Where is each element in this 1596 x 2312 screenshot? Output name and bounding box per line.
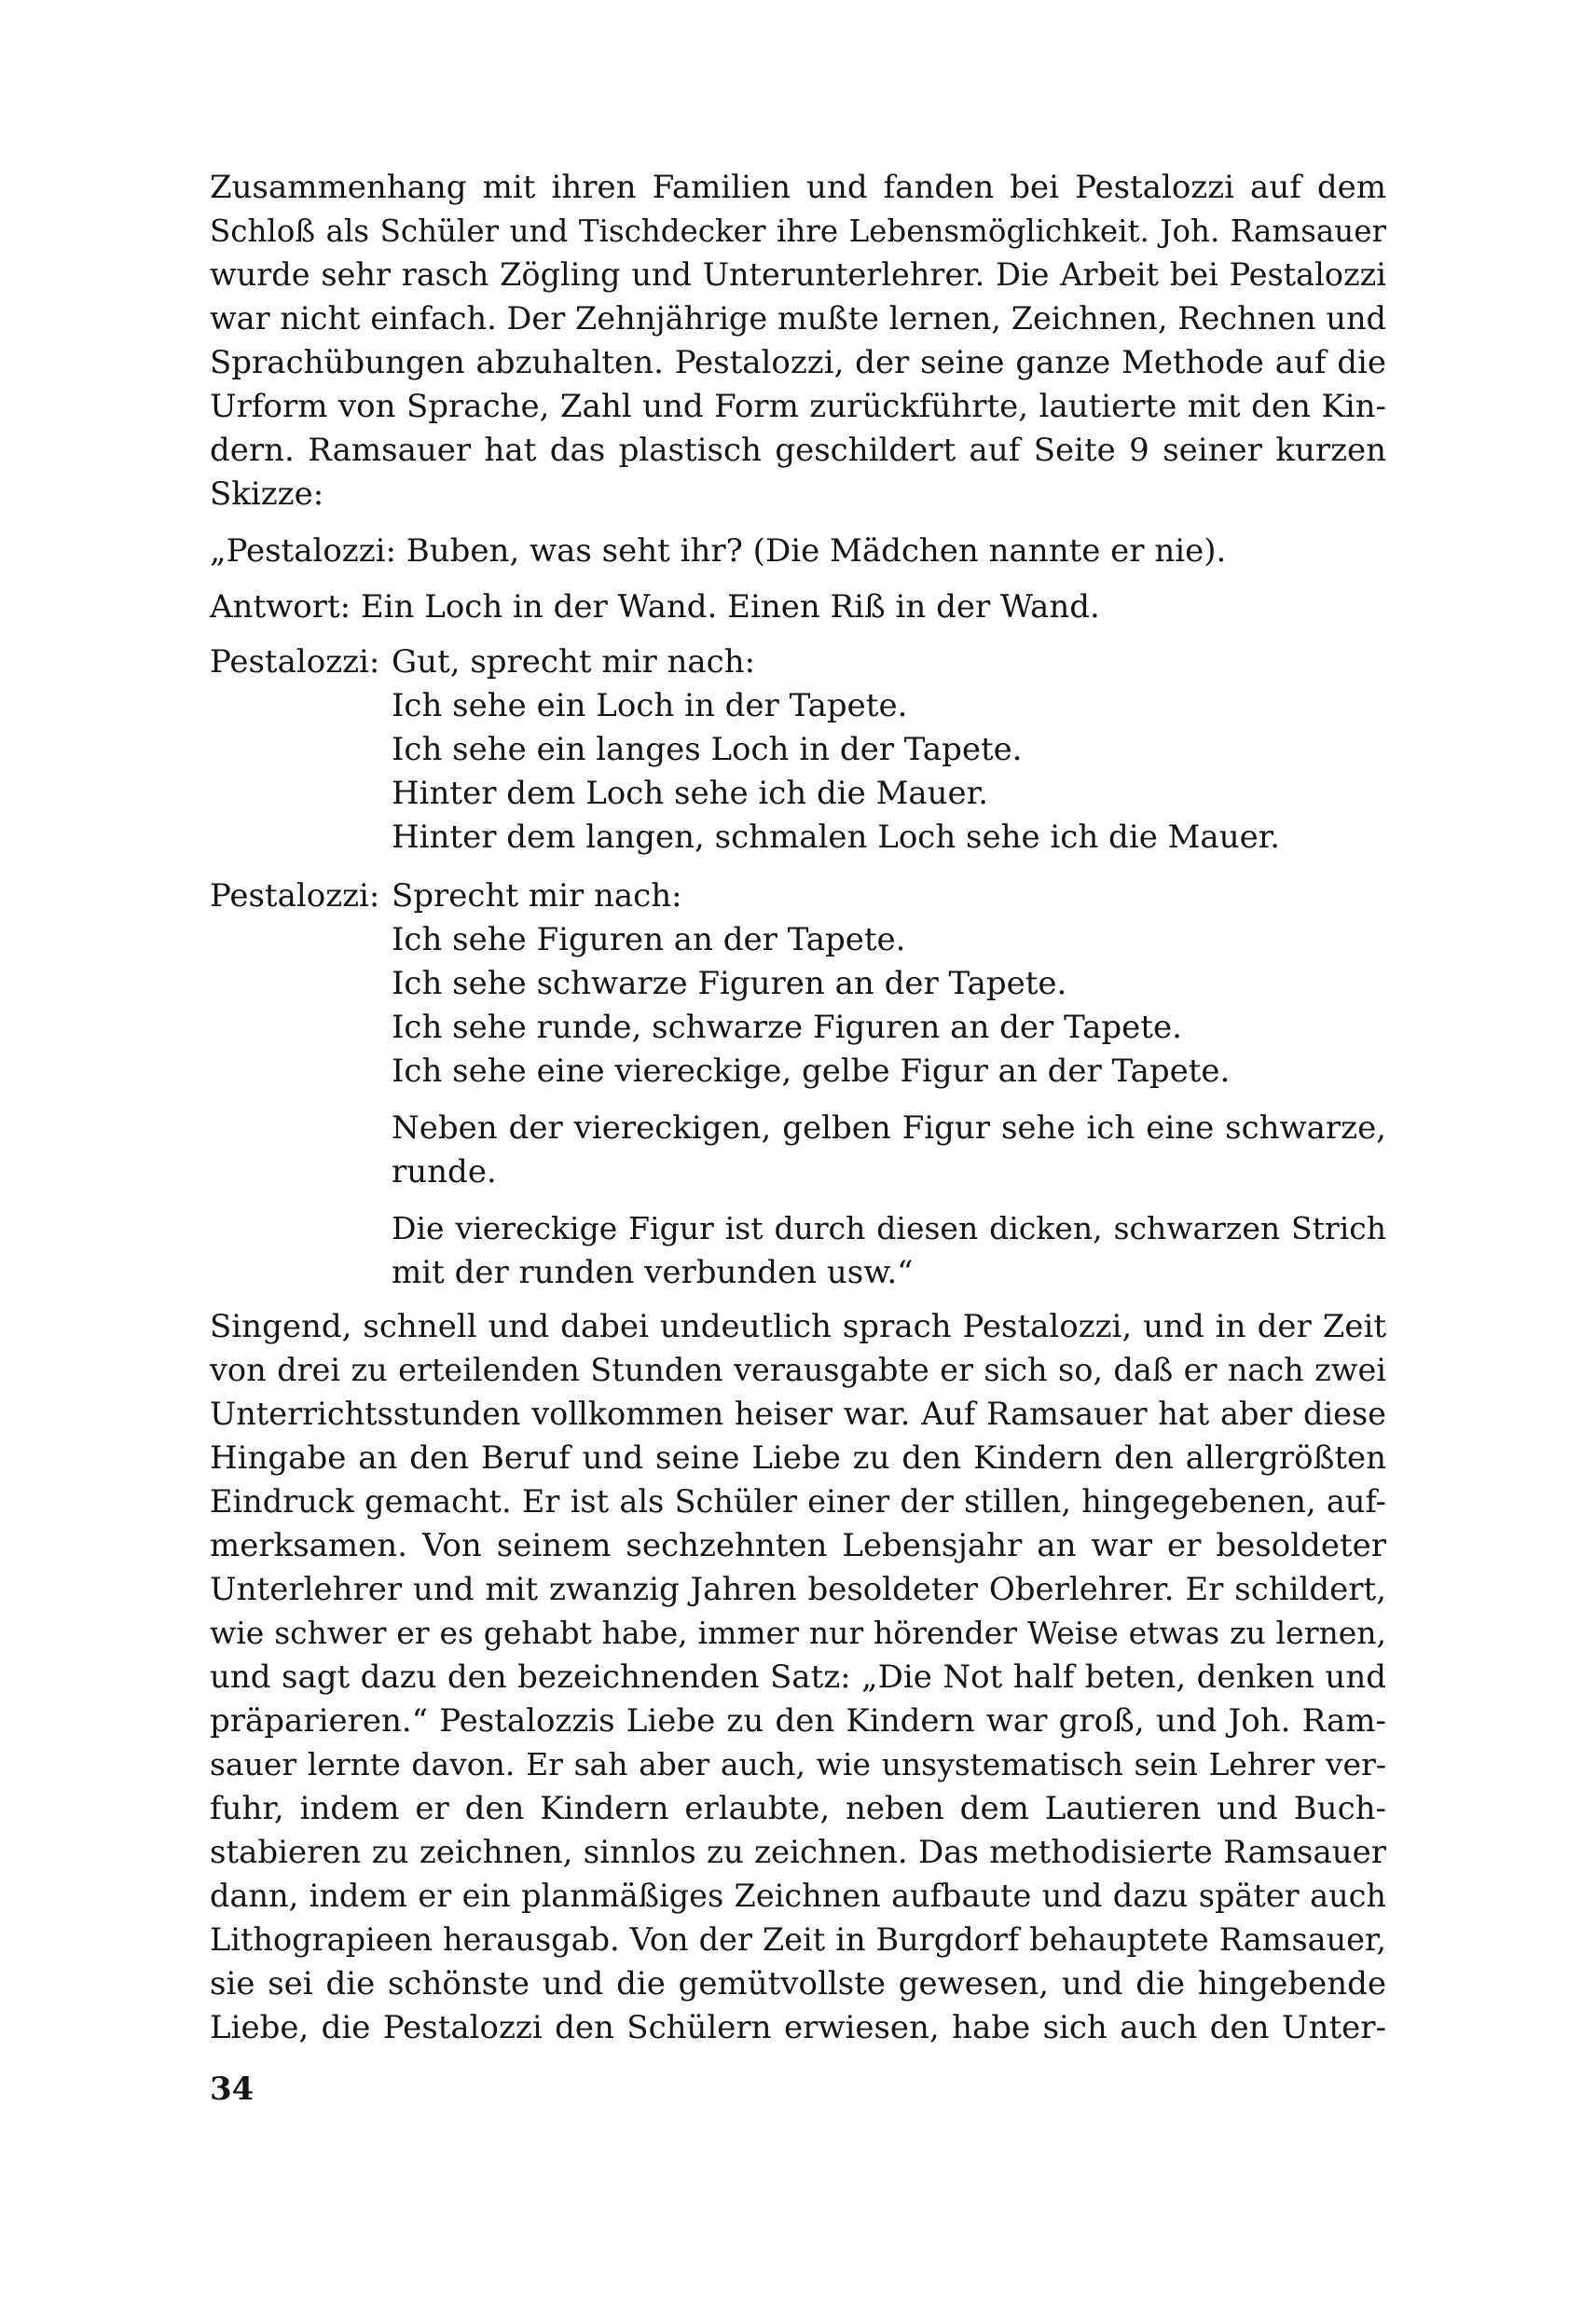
answer-line: Antwort: Ein Loch in der Wand. Einen Riß in der Wand. (210, 588, 1100, 626)
text-line: war nicht einfach. Der Zehnjährige mußte lernen, Zeichnen, Rechnen und (210, 300, 1386, 337)
text-line: Skizze: (210, 475, 324, 513)
text-line: Sprachübungen abzuhalten. Pestalozzi, der seine ganze Methode auf die (210, 344, 1386, 381)
text-line: dern. Ramsauer hat das plastisch geschildert auf Seite 9 seiner kurzen (210, 432, 1386, 469)
text-line: wurde sehr rasch Zögling und Unterunterlehrer. Die Arbeit bei Pestalozzi (210, 256, 1386, 293)
text-line: Unterrichtsstunden vollkommen heiser war. Auf Ramsauer hat aber diese (210, 1396, 1386, 1432)
text-line: Zusammenhang mit ihren Familien und fanden bei Pestalozzi auf dem (210, 169, 1386, 206)
dialogue-line: Ich sehe runde, schwarze Figuren an der Tapete. (392, 1009, 1182, 1046)
dialogue-line: Gut, sprecht mir nach: (392, 643, 756, 681)
speaker-label: Pestalozzi: (210, 643, 380, 681)
dialogue-line: Ich sehe schwarze Figuren an der Tapete. (392, 965, 1067, 1002)
text-line: stabieren zu zeichnen, sinnlos zu zeichnen. Das methodisierte Ramsauer (210, 1834, 1386, 1871)
dialogue-line: Hinter dem Loch sehe ich die Mauer. (392, 775, 989, 812)
text-line: Liebe, die Pestalozzi den Schülern erwiesen, habe sich auch den Unter- (210, 2009, 1386, 2046)
text-line: Singend, schnell und dabei undeutlich sprach Pestalozzi, und in der Zeit (210, 1308, 1386, 1345)
text-line: sauer lernte davon. Er sah aber auch, wie unsystematisch sein Lehrer ver- (210, 1746, 1386, 1782)
dialogue-line: Ich sehe Figuren an der Tapete. (392, 921, 906, 958)
text-line: von drei zu erteilenden Stunden verausgabte er sich so, daß er nach zwei (210, 1352, 1386, 1388)
dialogue-line: Ich sehe eine viereckige, gelbe Figur an der Tapete. (392, 1053, 1231, 1090)
text-line: Eindruck gemacht. Er ist als Schüler einer der stillen, hingegebenen, auf- (210, 1483, 1386, 1520)
text-line: Lithograpieen herausgab. Von der Zeit in Burgdorf behauptete Ramsauer, (210, 1921, 1386, 1958)
dialogue-line: Hinter dem langen, schmalen Loch sehe ich die Mauer. (392, 819, 1281, 856)
dialogue-line: Ich sehe ein Loch in der Tapete. (392, 687, 908, 724)
text-line: präparieren.“ Pestalozzis Liebe zu den Kindern war groß, und Joh. Ram- (210, 1702, 1386, 1740)
dialogue-line: Ich sehe ein langes Loch in der Tapete. (392, 731, 1023, 768)
text-line: dann, indem er ein planmäßiges Zeichnen aufbaute und dazu später auch (210, 1878, 1386, 1914)
text-line: Hingabe an den Beruf und seine Liebe zu den Kindern den allergrößten (210, 1439, 1386, 1477)
text-line: merksamen. Von seinem sechzehnten Lebensjahr an war er besoldeter (210, 1527, 1386, 1564)
quote-intro: „Pestalozzi: Buben, was seht ihr? (Die Mädchen nannte er nie). (210, 532, 1227, 570)
dialogue-line: runde. (392, 1153, 497, 1190)
text-line: sie sei die schönste und die gemütvollste gewesen, und die hingebende (210, 1965, 1386, 2002)
speaker-label: Pestalozzi: (210, 877, 380, 915)
page-number: 34 (210, 2071, 255, 2108)
text-line: Unterlehrer und mit zwanzig Jahren besoldeter Oberlehrer. Er schildert, (210, 1571, 1386, 1608)
text-line: fuhr, indem er den Kindern erlaubte, neben dem Lautieren und Buch- (210, 1790, 1386, 1827)
dialogue-line: mit der runden verbunden usw.“ (392, 1254, 914, 1291)
dialogue-line: Neben der viereckigen, gelben Figur sehe ich eine schwarze, (392, 1109, 1386, 1147)
text-line: Urform von Sprache, Zahl und Form zurückführte, lautierte mit den Kin- (210, 388, 1386, 425)
book-page (210, 166, 1386, 2124)
dialogue-line: Sprecht mir nach: (392, 877, 682, 915)
text-line: wie schwer er es gehabt habe, immer nur hörender Weise etwas zu lernen, (210, 1615, 1386, 1651)
text-line: und sagt dazu den bezeichnenden Satz: „Die Not half beten, denken und (210, 1658, 1386, 1696)
text-line: Schloß als Schüler und Tischdecker ihre Lebensmöglichkeit. Joh. Ramsauer (210, 213, 1386, 249)
dialogue-line: Die viereckige Figur ist durch diesen dicken, schwarzen Strich (392, 1210, 1386, 1246)
